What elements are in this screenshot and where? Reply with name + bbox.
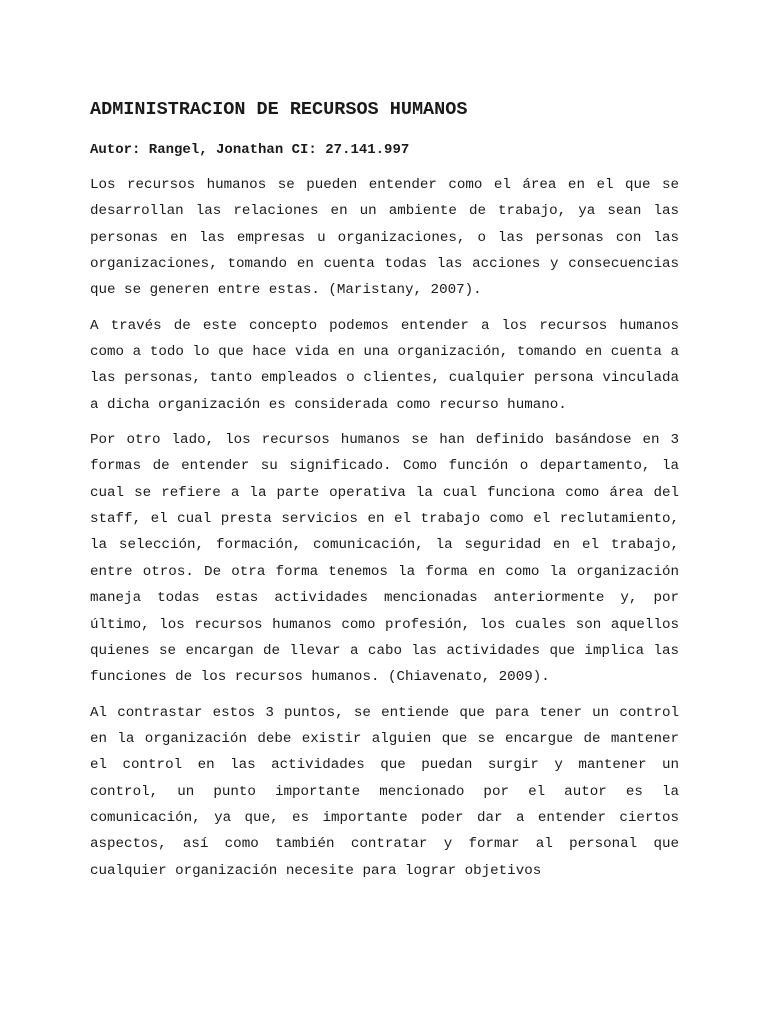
author-line: Autor: Rangel, Jonathan CI: 27.141.997 <box>90 142 410 158</box>
document-page <box>90 96 679 884</box>
paragraph-3: Por otro lado, los recursos humanos se han definido basándose en 3 formas de entender su significado. Como función o departamento, la cual se refiere a la parte operativa la cual funciona como área del staff, el cual presta servicios en el trabajo como el reclutamiento, la selección, formación, comunicación, la seguridad en el trabajo, entre otros. De otra forma tenemos la forma en como la organización maneja todas estas actividades mencionadas anteriormente y, por último, los recursos humanos como profesión, los cuales son aquellos quienes se encargan de llevar a cabo las actividades que implica las funciones de los recursos humanos. (Chiavenato, 2009). <box>90 432 679 686</box>
paragraph-1: Los recursos humanos se pueden entender como el área en el que se desarrollan las relaciones en un ambiente de trabajo, ya sean las personas en las empresas u organizaciones, o las personas con las organizaciones, tomando en cuenta todas las acciones y consecuencias que se generen entre estas. (Maristany, 2007). <box>90 177 679 299</box>
paragraph-4: Al contrastar estos 3 puntos, se entiende que para tener un control en la organización debe existir alguien que se encargue de mantener el control en las actividades que puedan surgir y mantener un control, un punto importante mencionado por el autor es la comunicación, ya que, es importante poder dar a entender ciertos aspectos, así como también contratar y formar al personal que cualquier organización necesite para lograr objetivos <box>90 704 679 879</box>
document-title: ADMINISTRACION DE RECURSOS HUMANOS <box>90 99 468 120</box>
paragraph-2: A través de este concepto podemos entender a los recursos humanos como a todo lo que hace vida en una organización, tomando en cuenta a las personas, tanto empleados o clientes, cualquier persona vinculada a dicha organización es considerada como recurso humano. <box>90 317 679 413</box>
